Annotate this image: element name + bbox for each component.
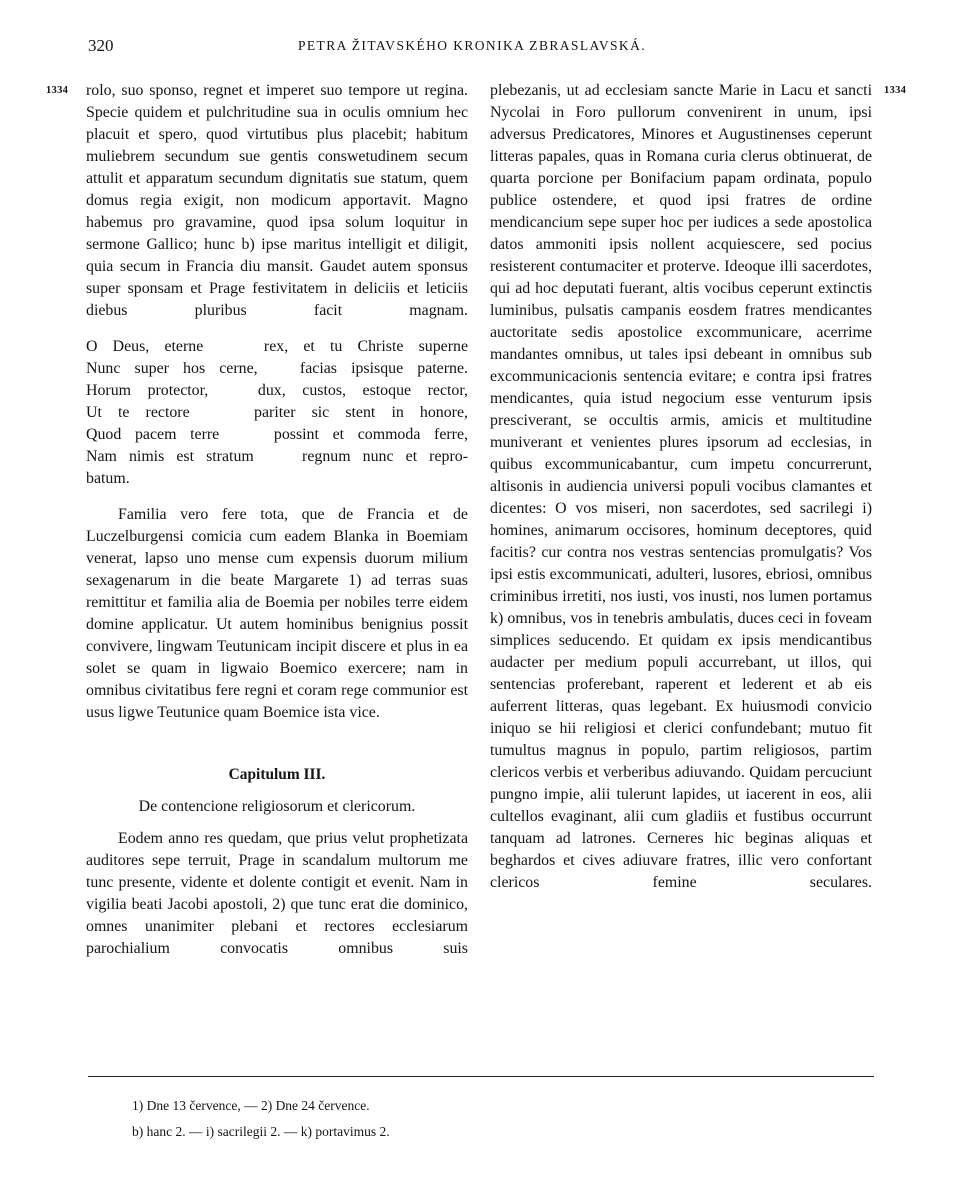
running-title: PETRA ŽITAVSKÉHO KRONIKA ZBRASLAVSKÁ. [298,38,647,53]
right-column [490,80,872,894]
verse-line: Nunc super hos cerne, facias ipsisque paterne. [86,360,468,377]
paragraph-blanka: rolo, suo sponso, regnet et imperet suo tempore ut regina. Specie quidem et pulchritudine sua in oculis omnium hec placuit et spero, quod virtutibus plus placebit; habitum muliebrem secundum sue gentis conswetudinem secum attulit et apparatum secundum dignitatis sue statum, quem domus regia exigit, non modicum apportavit. Magno habemus pro gravamine, quod ipsa solum loquitur in sermone Gallico; hunc b) ipse maritus intelligit et diligit, quia secum in Francia diu mansit. Gaudet autem sponsus super sponsam et Prage festivitatem in deliciis et leticiis diebus pluribus facit magnam. [86,82,468,319]
chapter-subtitle: De contencione religiosorum et clericorum. [138,798,416,815]
margin-year-left: 1334 [46,85,69,96]
verse-line: Nam nimis est stratum regnum nunc et repro- [86,448,468,465]
footnote-variants: b) hanc 2. — i) sacrilegii 2. — k) portavimus 2. [132,1124,390,1139]
chapter-title: Capitulum III. [228,766,326,783]
verse-line: Horum protector, dux, custos, estoque rector, [86,382,468,399]
page-number: 320 [88,36,114,55]
left-column [86,80,468,960]
paragraph-familia: Familia vero fere tota, que de Francia et de Luczelburgensi comicia cum eadem Blanka in Boemiam venerat, lapso uno mense cum expensis duorum milium sexagenarum in die beate Margarete 1) ad terras suas remittitur et familia alia de Boemia per nobiles terre eidem domine applicatur. Ut autem hominibus benignius possit convivere, lingwam Teutunicam incipit discere et plus in ea solet se quam in ligwaio Boemico exercere; nam in omnibus civitatibus fere regni et coram rege communior est usus ligwe Teutunice quam Boemice ista vice. [86,506,468,721]
page-header [88,36,878,60]
footnote-separator [88,1076,874,1077]
paragraph-eodem: Eodem anno res quedam, que prius velut prophetizata auditores sepe terruit, Prage in scandalum multorum me tunc presente, vidente et dolente contigit et evenit. Nam in vigilia beati Jacobi apostoli, 2) que tunc erat die dominico, omnes unanimiter plebani et rectores ecclesiarum parochialium convocatis omnibus suis [86,830,468,957]
footnote-dates: 1) Dne 13 července, — 2) Dne 24 července. [132,1098,370,1113]
verse-continuation: batum. [86,470,130,487]
margin-year-right: 1334 [884,85,907,96]
verse-block [86,336,468,490]
verse-line: O Deus, eterne rex, et tu Christe superne [86,338,468,355]
verse-line: Quod pacem terre possint et commoda ferre, [86,426,468,443]
verse-line: Ut te rectore pariter sic stent in honore, [86,404,468,421]
paragraph-plebezanis: plebezanis, ut ad ecclesiam sancte Marie in Lacu et sancti Nycolai in Foro pullorum convenirent in unum, ipsi adversus Predicatores, Minores et Augustinenses ceperunt litteras papales, quas in Romana curia clerus obtinuerat, de quarta porcione per Bonifacium papam ordinata, populo publice ostendere, et quod ipsi fratres de ordine mendicancium sepe super hoc per iudices a sede apostolica datos ammoniti ipsis nollent acquiescere, sed pocius resisterent contumaciter et proterve. Ideoque illi sacerdotes, qui ad hoc deputati fuerant, altis vocibus ceperunt extinctis luminibus, pulsatis campanis eosdem fratres mendicantes auctoritate sedis apostolice excommunicare, acerrime mandantes omnibus, ut tales ipsi debeant in omnibus sub excommunicacionis sentencia evitare; e contra ipsi fratres mendicantes, quia istud negocium esse venturum ipsis presciverant, se occultis armis, amicis et multitudine muniverant et venientes plures ipsorum ad ecclesias, in quibus excommunicabantur, cum impetu concurrerunt, altisonis in audiencia universi populi vocibus clamantes et dicentes: O vos miseri, non sacerdotes, sed sacrilegi i) homines, animarum occisores, hominum deceptores, quid facitis? cur contra nos vestras sentencias promulgatis? Vos ipsi estis excommunicati, adulteri, lusores, ebriosi, omnibus criminibus irretiti, nos iusti, vos inusti, nos lumen portamus k) omnibus, vos in tenebris ambulatis, duces ceci in foveam simplices seducendo. Et quidam ex ipsis mendicantibus audacter per medium populi accurrebant, ut illos, qui sentencias proferebant, raperent et lederent et ab eis auferrent litteras, quas legebant. Ex huiusmodi convicio iniquo se hii religiosi et clerici confundebant; mutuo fit tumultus magnus in populo, partim religiosos, partim clericos verbis et verberibus adiuvando. Quidam percuciunt pungno impie, alii tulerunt lapides, ut iacerent in eos, alii cultellos evaginant, alii cum gladiis et fustibus occurrunt tanquam ad latrones. Cerneres hic beginas aliquas et beghardos et cives adiuvare fratres, illic vero confortant clericos femine seculares. [490,82,872,891]
